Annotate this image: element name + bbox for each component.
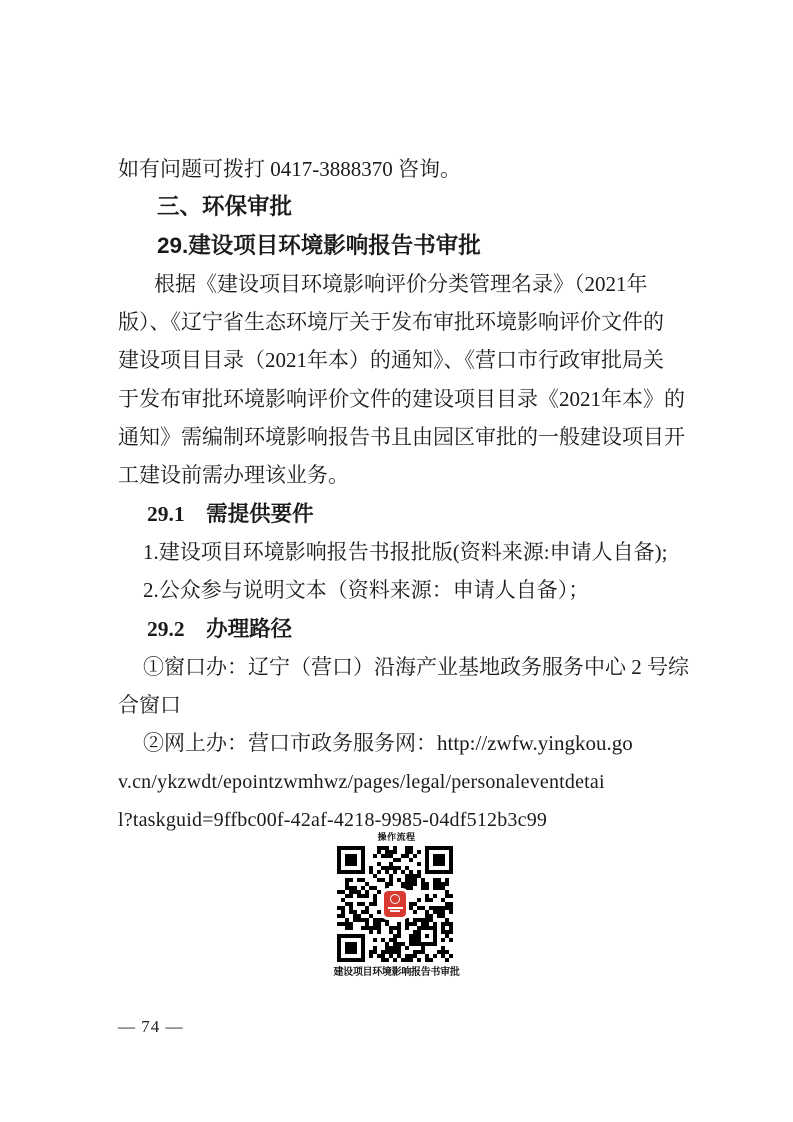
section-heading: 三、环保审批 xyxy=(157,194,293,220)
requirement-item: 1.建设项目环境影响报告书报批版(资料来源:申请人自备); xyxy=(143,539,668,564)
sub-heading-requirements: 29.1 需提供要件 xyxy=(147,501,314,526)
qr-logo xyxy=(384,891,406,917)
qr-logo-text-bar xyxy=(388,907,403,909)
qr-top-caption: 操作流程 xyxy=(377,832,416,842)
page-number: — 74 — xyxy=(118,1017,184,1036)
document-text-block xyxy=(118,150,689,839)
requirement-item: 2.公众参与说明文本（资料来源：申请人自备）； xyxy=(143,578,590,603)
online-channel-url-line: l?taskguid=9ffbc00f-42af-4218-9985-04df512b3c99 xyxy=(118,809,548,832)
intro-paragraph-line: 于发布审批环境影响评价文件的建设项目目录《2021年本》的 xyxy=(118,386,685,411)
qr-logo-emblem-icon xyxy=(390,894,400,904)
window-channel-line: 合窗口 xyxy=(118,693,181,718)
intro-paragraph-line: 工建设前需办理该业务。 xyxy=(118,463,349,488)
sub-heading-path: 29.2 办理路径 xyxy=(147,616,293,641)
intro-paragraph-line: 通知》需编制环境影响报告书且由园区审批的一般建设项目开 xyxy=(118,425,685,450)
qr-bottom-caption: 建设项目环境影响报告书审批 xyxy=(333,967,460,978)
item-heading: 29.建设项目环境影响报告书审批 xyxy=(157,232,481,258)
intro-paragraph-line: 根据《建设项目环境影响评价分类管理名录》（2021年 xyxy=(154,271,648,296)
window-channel-line: ①窗口办：辽宁（营口）沿海产业基地政务服务中心 2 号综 xyxy=(143,654,689,679)
qr-logo-text-bar xyxy=(390,910,400,912)
intro-paragraph-line: 版）、《辽宁省生态环境厅关于发布审批环境影响评价文件的 xyxy=(118,310,664,335)
online-channel-line: ②网上办：营口市政务服务网：http://zwfw.yingkou.go xyxy=(143,731,633,756)
intro-paragraph-line: 建设项目目录（2021年本）的通知》、《营口市行政审批局关 xyxy=(118,348,664,373)
hotline-note: 如有问题可拨打 0417-3888370 咨询。 xyxy=(118,157,461,181)
online-channel-url-line: v.cn/ykzwdt/epointzwmhwz/pages/legal/personaleventdetai xyxy=(118,770,605,793)
